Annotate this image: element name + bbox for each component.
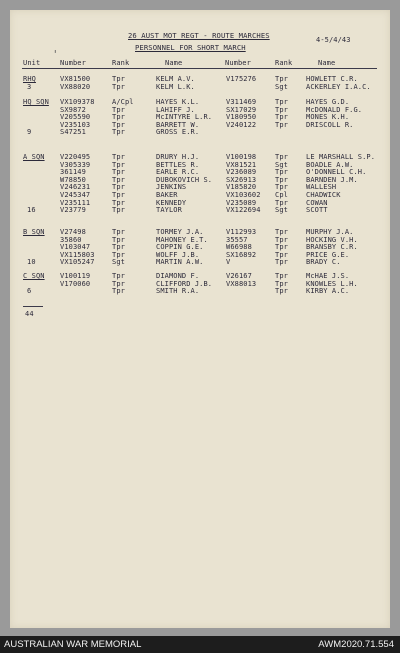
cell-rank-2: Tpr	[275, 120, 288, 129]
cell-number-2: V311469	[226, 98, 257, 106]
unit-label: B SQN	[23, 228, 45, 236]
col-header-number: Number	[60, 59, 86, 67]
cell-name: BETTLES R.	[156, 160, 200, 169]
footer-credit: AUSTRALIAN WAR MEMORIAL	[4, 639, 142, 650]
cell-rank: Tpr	[112, 105, 125, 114]
cell-number: SX9872	[60, 105, 86, 114]
cell-number: V305339	[60, 160, 91, 169]
cell-name: TAYLOR	[156, 206, 182, 215]
cell-number-2: V185820	[226, 183, 257, 192]
cell-number-2: V175276	[226, 75, 257, 83]
cell-name-2: HOCKING V.H.	[306, 235, 358, 244]
unit-count: 10	[27, 258, 36, 267]
cell-rank: Tpr	[112, 160, 125, 169]
cell-number: V205590	[60, 113, 91, 122]
total-rule	[23, 306, 43, 307]
cell-rank: Tpr	[112, 279, 125, 288]
cell-name-2: BOADLE A.W.	[306, 160, 354, 169]
unit-count: 9	[27, 128, 32, 137]
unit-count: 6	[27, 287, 32, 296]
cell-number-2: V236089	[226, 168, 257, 177]
unit-count: 16	[27, 206, 36, 215]
cell-number-2: SX17029	[226, 105, 257, 114]
cell-rank: Tpr	[112, 168, 125, 177]
pencil-tick-mark: '	[52, 48, 59, 61]
cell-name: LAHIFF J.	[156, 105, 195, 114]
cell-name-2: BRANSBY C.R.	[306, 243, 358, 252]
cell-rank-2: Tpr	[275, 75, 288, 83]
cell-name-2: LE MARSHALL S.P.	[306, 153, 376, 161]
cell-name: KENNEDY	[156, 198, 187, 207]
cell-rank-2: Tpr	[275, 235, 288, 244]
cell-number: V100119	[60, 272, 91, 280]
cell-rank-2: Tpr	[275, 272, 288, 280]
cell-number: VX81500	[60, 75, 91, 83]
unit-label: RHQ	[23, 75, 36, 83]
cell-number: V27498	[60, 228, 86, 236]
cell-number-2: V112993	[226, 228, 257, 236]
cell-rank: Tpr	[112, 183, 125, 192]
cell-name: BARRETT W.	[156, 120, 200, 129]
cell-number: V220495	[60, 153, 91, 161]
cell-name: McINTYRE L.R.	[156, 113, 213, 122]
cell-name-2: McHAE J.S.	[306, 272, 350, 280]
cell-rank-2: Sgt	[275, 206, 288, 215]
cell-rank: Sgt	[112, 258, 125, 267]
unit-label: A SQN	[23, 153, 45, 161]
cell-rank-2: Tpr	[275, 287, 288, 296]
cell-name-2: PRICE G.E.	[306, 250, 350, 259]
footer-accession: AWM2020.71.554	[318, 639, 394, 650]
cell-name-2: MONES K.H.	[306, 113, 350, 122]
cell-name: KELM A.V.	[156, 75, 195, 83]
cell-number-2: SX16892	[226, 250, 257, 259]
cell-rank: Tpr	[112, 235, 125, 244]
unit-count: 3	[27, 82, 32, 91]
cell-number: VX115803	[60, 250, 95, 259]
col-header-name-2: Name	[318, 59, 336, 67]
cell-rank-2: Tpr	[275, 228, 288, 236]
cell-name: CLIFFORD J.B.	[156, 279, 213, 288]
cell-rank: Tpr	[112, 206, 125, 215]
cell-name: KELM L.K.	[156, 82, 195, 91]
cell-rank-2: Tpr	[275, 153, 288, 161]
cell-rank: A/Cpl	[112, 98, 134, 106]
cell-number: VX109378	[60, 98, 95, 106]
cell-rank-2: Tpr	[275, 183, 288, 192]
cell-name-2: KIRBY A.C.	[306, 287, 350, 296]
cell-rank: Tpr	[112, 175, 125, 184]
cell-rank: Tpr	[112, 228, 125, 236]
cell-rank-2: Tpr	[275, 175, 288, 184]
cell-name: MAHONEY E.T.	[156, 235, 208, 244]
cell-rank-2: Tpr	[275, 250, 288, 259]
cell-number-2: VX81521	[226, 160, 257, 169]
cell-name-2: COWAN	[306, 198, 328, 207]
cell-rank: Tpr	[112, 198, 125, 207]
cell-number: 361149	[60, 168, 86, 177]
header-rule	[22, 68, 377, 69]
cell-name-2: BRADY C.	[306, 258, 341, 267]
unit-label: HQ SQN	[23, 98, 49, 106]
cell-number-2: V	[226, 258, 231, 267]
cell-name: DUBOKOVICH S.	[156, 175, 213, 184]
cell-name-2: HAYES G.D.	[306, 98, 350, 106]
cell-name: MARTIN A.W.	[156, 258, 204, 267]
cell-rank: Tpr	[112, 128, 125, 137]
cell-rank-2: Tpr	[275, 168, 288, 177]
cell-name-2: BARNDEN J.M.	[306, 175, 358, 184]
cell-number: S47251	[60, 128, 86, 137]
cell-name: EARLE R.C.	[156, 168, 200, 177]
cell-rank: Tpr	[112, 75, 125, 83]
cell-name-2: ACKERLEY I.A.C.	[306, 82, 371, 91]
cell-number-2: VX88013	[226, 279, 257, 288]
cell-number: V170060	[60, 279, 91, 288]
cell-name-2: O'DONNELL C.H.	[306, 168, 367, 177]
cell-number: V103047	[60, 243, 91, 252]
cell-number-2: V26167	[226, 272, 252, 280]
cell-name: SMITH R.A.	[156, 287, 200, 296]
cell-rank-2: Tpr	[275, 258, 288, 267]
cell-name-2: SCOTT	[306, 206, 328, 215]
col-header-rank-2: Rank	[275, 59, 293, 67]
cell-rank-2: Tpr	[275, 198, 288, 207]
cell-name: BAKER	[156, 191, 178, 199]
cell-rank-2: Tpr	[275, 243, 288, 252]
cell-rank: Tpr	[112, 82, 125, 91]
cell-name-2: DRISCOLL R.	[306, 120, 354, 129]
unit-label: C SQN	[23, 272, 45, 280]
cell-number: VX88020	[60, 82, 91, 91]
cell-name: HAYES K.L.	[156, 98, 200, 106]
cell-rank-2: Sgt	[275, 160, 288, 169]
total-count: 44	[25, 310, 34, 318]
cell-rank: Tpr	[112, 287, 125, 296]
cell-number: VX105247	[60, 258, 95, 267]
document-title: 26 AUST MOT REGT - ROUTE MARCHES	[128, 31, 270, 40]
cell-number: V235103	[60, 120, 91, 129]
cell-rank: Tpr	[112, 120, 125, 129]
cell-rank-2: Tpr	[275, 105, 288, 114]
cell-name: DRURY H.J.	[156, 153, 200, 161]
document-page	[10, 10, 390, 628]
footer-bar	[0, 636, 400, 653]
cell-number-2: V235089	[226, 198, 257, 207]
cell-rank: Tpr	[112, 243, 125, 252]
cell-rank-2: Tpr	[275, 279, 288, 288]
cell-rank: Tpr	[112, 113, 125, 122]
col-header-name: Name	[165, 59, 183, 67]
cell-number: V246231	[60, 183, 91, 192]
col-header-rank: Rank	[112, 59, 130, 67]
cell-number-2: V100198	[226, 153, 257, 161]
cell-number-2: V240122	[226, 120, 257, 129]
cell-number-2: W66988	[226, 243, 252, 252]
cell-rank-2: Tpr	[275, 113, 288, 122]
cell-rank-2: Sgt	[275, 82, 288, 91]
cell-number-2: V180950	[226, 113, 257, 122]
cell-rank: Tpr	[112, 272, 125, 280]
cell-rank: Tpr	[112, 191, 125, 199]
cell-name-2: WALLESH	[306, 183, 337, 192]
cell-rank-2: Cpl	[275, 191, 288, 199]
cell-name-2: HOWLETT C.R.	[306, 75, 358, 83]
document-subtitle: PERSONNEL FOR SHORT MARCH	[135, 43, 246, 52]
cell-number: 35860	[60, 235, 82, 244]
cell-number-2: VX122694	[226, 206, 261, 215]
col-header-unit: Unit	[23, 59, 41, 67]
cell-name: DIAMOND F.	[156, 272, 200, 280]
document-date: 4-5/4/43	[316, 36, 351, 44]
cell-number: V23779	[60, 206, 86, 215]
col-header-number-2: Number	[225, 59, 251, 67]
cell-rank: Tpr	[112, 250, 125, 259]
cell-rank: Tpr	[112, 153, 125, 161]
cell-number: W78850	[60, 175, 86, 184]
cell-name-2: KNOWLES L.H.	[306, 279, 358, 288]
cell-name-2: MURPHY J.A.	[306, 228, 354, 236]
cell-name: COPPIN G.E.	[156, 243, 204, 252]
cell-number: V245347	[60, 191, 91, 199]
cell-name-2: CHADWICK	[306, 191, 341, 199]
cell-name: GROSS E.R.	[156, 128, 200, 137]
cell-name: TORMEY J.A.	[156, 228, 204, 236]
cell-number: V235111	[60, 198, 91, 207]
cell-name-2: McDONALD F.G.	[306, 105, 363, 114]
cell-number-2: 35557	[226, 235, 248, 244]
cell-number-2: SX26913	[226, 175, 257, 184]
cell-name: WOLFF J.B.	[156, 250, 200, 259]
cell-rank-2: Tpr	[275, 98, 288, 106]
cell-number-2: VX103602	[226, 191, 261, 199]
cell-name: JENKINS	[156, 183, 187, 192]
